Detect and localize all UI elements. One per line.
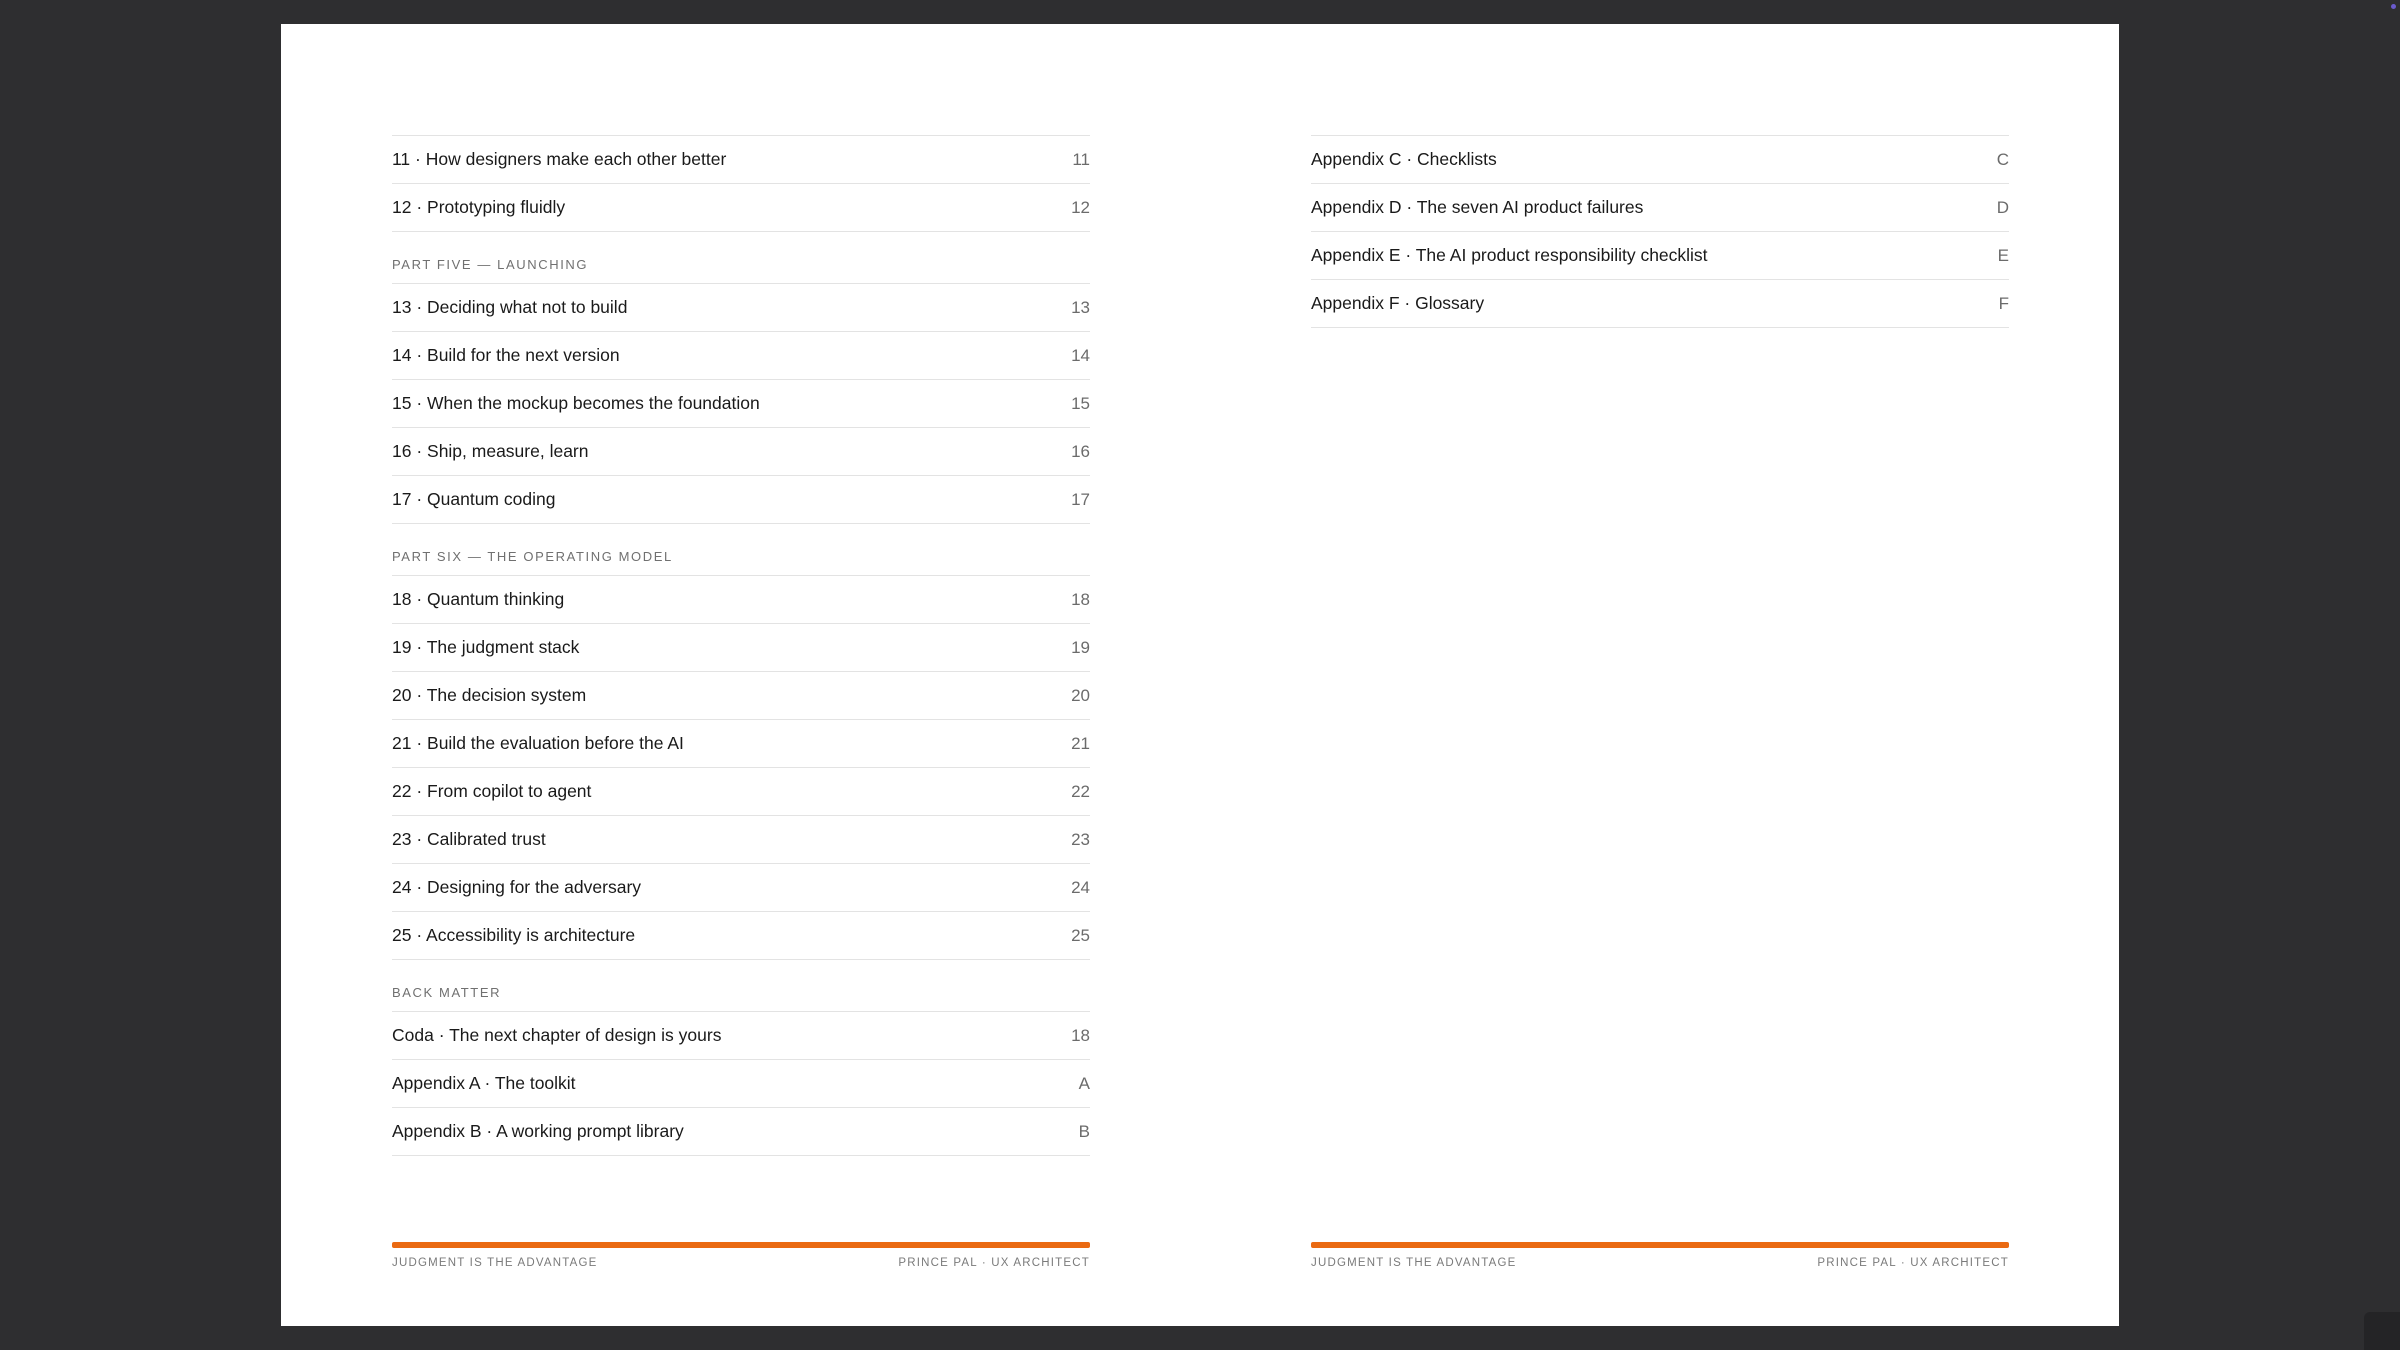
page-footer [1311,1242,2009,1269]
toc-entry-title: 11 · How designers make each other better [392,149,727,169]
toc-entry[interactable] [1311,135,2009,183]
toc-entry[interactable] [1311,231,2009,279]
toc-section [1311,135,2009,328]
toc-entry-page: 11 [1072,149,1090,169]
section-heading: PART FIVE — LAUNCHING [392,257,589,272]
toc-entry-title: 12 · Prototyping fluidly [392,197,566,217]
toc-entry-title: 25 · Accessibility is architecture [392,925,636,945]
toc-entry-title: 19 · The judgment stack [392,637,580,657]
toc-entry[interactable] [392,331,1090,379]
toc-entry-title: Appendix F · Glossary [1311,293,1485,313]
toc-entry[interactable] [392,1107,1090,1156]
toc-entry[interactable] [392,671,1090,719]
toc-entry-page: 15 [1071,393,1090,413]
toc-entry[interactable] [392,183,1090,232]
footer-accent-bar [392,1242,1090,1248]
toc-entry[interactable] [392,1059,1090,1107]
footer-author: PRINCE PAL · UX ARCHITECT [898,1257,1090,1269]
toc-entry[interactable] [392,623,1090,671]
toc-section [392,532,1090,960]
toc-entry-title: 20 · The decision system [392,685,587,705]
toc-entry-title: Appendix C · Checklists [1311,149,1497,169]
status-dot [2391,4,2396,9]
toc-entry[interactable] [1311,183,2009,231]
toc-entry-page: F [1998,293,2009,313]
toc-entry-page: 13 [1071,297,1090,317]
toc-entry-title: 16 · Ship, measure, learn [392,441,589,461]
toc-entry-page: 22 [1071,781,1090,801]
toc-entry-title: Appendix E · The AI product responsibility checklist [1311,245,1708,265]
toc-section [392,240,1090,524]
footer-text [1311,1257,2009,1269]
toc-entry-page: 16 [1071,441,1090,461]
toc-entry-title: Appendix D · The seven AI product failures [1311,197,1644,217]
right-page [1200,24,2119,1326]
toc-entry-page: 18 [1071,589,1090,609]
toc-entry[interactable] [392,379,1090,427]
section-heading: BACK MATTER [392,985,502,1000]
toc-entry[interactable] [392,475,1090,524]
toc-entry-page: E [1997,245,2009,265]
toc-entry-title: Appendix A · The toolkit [392,1073,576,1093]
toc-entry-title: 22 · From copilot to agent [392,781,592,801]
toc-entry-title: 23 · Calibrated trust [392,829,546,849]
toc-entry[interactable] [392,135,1090,183]
footer-author: PRINCE PAL · UX ARCHITECT [1817,1257,2009,1269]
toc-entry-page: 18 [1071,1025,1090,1045]
toc-section [392,968,1090,1156]
left-page [281,24,1200,1326]
toc-entry-page: D [1996,197,2009,217]
toc-entry-title: 13 · Deciding what not to build [392,297,628,317]
toc-entry-page: 17 [1071,489,1090,509]
footer-book-title: JUDGMENT IS THE ADVANTAGE [392,1257,598,1269]
toc-entry-page: A [1078,1073,1090,1093]
toc-entry[interactable] [392,427,1090,475]
toc-entry-title: 24 · Designing for the adversary [392,877,642,897]
book-spread [281,24,2119,1326]
toc-entry-page: 23 [1071,829,1090,849]
corner-handle[interactable] [2364,1312,2400,1350]
page-footer [392,1242,1090,1269]
footer-text [392,1257,1090,1269]
toc-entry-title: Appendix B · A working prompt library [392,1121,684,1141]
table-of-contents [392,135,1090,1156]
toc-entry[interactable] [392,283,1090,331]
table-of-contents [1311,135,2009,328]
toc-entry-title: 17 · Quantum coding [392,489,556,509]
toc-entry[interactable] [392,863,1090,911]
toc-entry-title: 15 · When the mockup becomes the foundation [392,393,760,413]
toc-entry-page: B [1078,1121,1090,1141]
section-heading: PART SIX — THE OPERATING MODEL [392,549,673,564]
toc-entry-page: 24 [1071,877,1090,897]
footer-accent-bar [1311,1242,2009,1248]
toc-entry-title: Coda · The next chapter of design is yours [392,1025,722,1045]
toc-entry[interactable] [1311,279,2009,328]
toc-entry-page: 20 [1071,685,1090,705]
toc-entry-page: 19 [1071,637,1090,657]
toc-entry[interactable] [392,1011,1090,1059]
toc-entry[interactable] [392,767,1090,815]
toc-entry[interactable] [392,815,1090,863]
toc-entry-page: 21 [1071,733,1090,753]
toc-entry-title: 14 · Build for the next version [392,345,620,365]
toc-entry[interactable] [392,575,1090,623]
toc-entry-title: 18 · Quantum thinking [392,589,565,609]
toc-entry[interactable] [392,911,1090,960]
footer-book-title: JUDGMENT IS THE ADVANTAGE [1311,1257,1517,1269]
toc-entry-page: 14 [1071,345,1090,365]
toc-entry-title: 21 · Build the evaluation before the AI [392,733,684,753]
toc-entry-page: 25 [1071,925,1090,945]
toc-entry-page: C [1996,149,2009,169]
toc-entry[interactable] [392,719,1090,767]
toc-section [392,135,1090,232]
toc-entry-page: 12 [1071,197,1090,217]
